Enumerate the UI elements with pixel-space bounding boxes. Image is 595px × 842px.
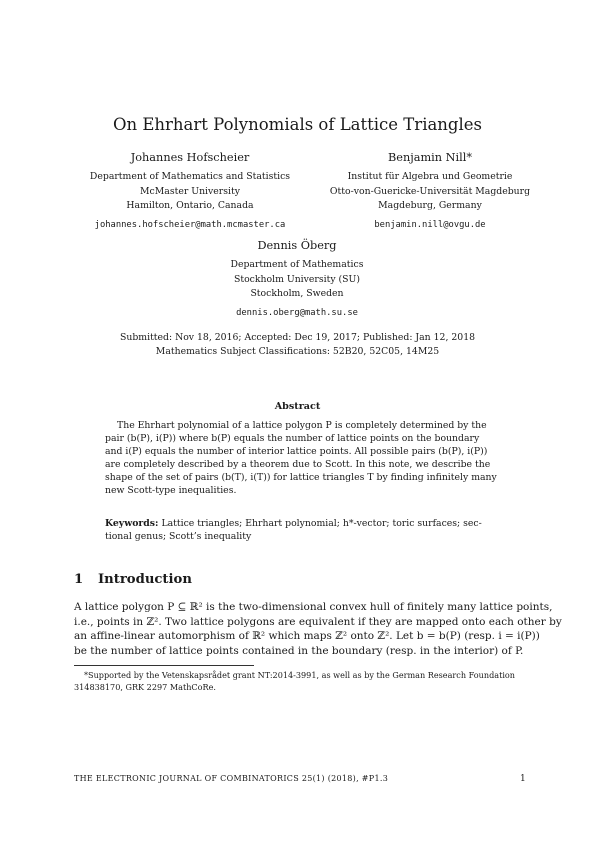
affiliation-line: Stockholm, Sweden — [250, 288, 344, 299]
affiliation-line: Magdeburg, Germany — [378, 200, 482, 211]
author-block-3 — [167, 239, 427, 318]
author-name: Dennis Öberg — [257, 239, 337, 252]
affiliation-line: Institut für Algebra und Geometrie — [347, 171, 513, 182]
author-name: Johannes Hofscheier — [130, 151, 250, 164]
section-number: 1 — [74, 572, 84, 587]
paper-title: On Ehrhart Polynomials of Lattice Triangles — [112, 115, 483, 134]
affiliation — [60, 170, 320, 214]
keywords — [105, 517, 495, 543]
section-title: Introduction — [98, 572, 192, 587]
abstract-body — [105, 419, 495, 498]
keywords-line: tional genus; Scott’s inequality — [105, 531, 252, 543]
affiliation-line: Otto-von-Guericke-Universität Magdeburg — [329, 185, 531, 197]
abstract-heading: Abstract — [274, 401, 321, 412]
section-heading — [74, 572, 192, 587]
footnote — [74, 669, 526, 693]
affiliation — [300, 170, 560, 214]
abstract-line: and i(P) equals the number of interior lattice points. All possible pairs (b(P), i(P)) — [105, 446, 488, 458]
author-name: Benjamin Nill* — [387, 151, 473, 164]
body-line: an affine-linear automorphism of ℝ² which maps ℤ² onto ℤ². Let b = b(P) (resp. i = i(P)) — [74, 630, 540, 642]
affiliation-line: Department of Mathematics — [230, 259, 364, 270]
footnote-line: 314838170, GRK 2297 MathCoRe. — [74, 682, 216, 693]
abstract-line: new Scott-type inequalities. — [105, 485, 237, 497]
keywords-line: Lattice triangles; Ehrhart polynomial; h*-vector; toric surfaces; sec- — [161, 518, 482, 529]
affiliation — [167, 258, 427, 302]
affiliation-line: Hamilton, Ontario, Canada — [126, 200, 254, 211]
author-email[interactable]: benjamin.nill@ovgu.de — [374, 219, 486, 230]
abstract-line: pair (b(P), i(P)) where b(P) equals the number of lattice points on the boundary — [105, 433, 480, 445]
body-text — [74, 600, 562, 658]
affiliation-line: Stockholm University (SU) — [233, 273, 360, 285]
body-line: A lattice polygon P ⊆ ℝ² is the two-dimensional convex hull of finitely many lattice points, — [74, 601, 553, 613]
affiliation-line: Department of Mathematics and Statistics — [89, 171, 291, 182]
abstract-line: are completely described by a theorem due to Scott. In this note, we describe the — [105, 459, 491, 471]
body-line: be the number of lattice points contained in the boundary (resp. in the interior) of P. — [74, 644, 524, 657]
keywords-label: Keywords: — [105, 518, 159, 529]
author-block-2 — [300, 151, 560, 230]
footnote-line: *Supported by the Vetenskapsrådet grant NT:2014-3991, as well as by the German Research Foundation — [84, 670, 516, 680]
author-block-1 — [60, 151, 320, 230]
journal-citation: THE ELECTRONIC JOURNAL OF COMBINATORICS 25(1) (2018), #P1.3 — [74, 774, 389, 783]
abstract-line: The Ehrhart polynomial of a lattice polygon P is completely determined by the — [117, 420, 487, 431]
body-line: i.e., points in ℤ². Two lattice polygons are equivalent if they are mapped onto each other by — [74, 615, 562, 628]
abstract-line: shape of the set of pairs (b(T), i(T)) for lattice triangles T by finding infinitely many — [105, 472, 497, 484]
author-email[interactable]: dennis.oberg@math.su.se — [236, 307, 358, 318]
footnote-rule — [74, 665, 254, 666]
publication-dates: Submitted: Nov 18, 2016; Accepted: Dec 19, 2017; Published: Jan 12, 2018 — [119, 332, 476, 343]
affiliation-line: McMaster University — [140, 185, 240, 197]
author-email[interactable]: johannes.hofscheier@math.mcmaster.ca — [94, 219, 286, 230]
msc-classifications: Mathematics Subject Classifications: 52B20, 52C05, 14M25 — [155, 346, 440, 357]
page-number: 1 — [519, 774, 526, 784]
page-footer — [74, 774, 526, 783]
